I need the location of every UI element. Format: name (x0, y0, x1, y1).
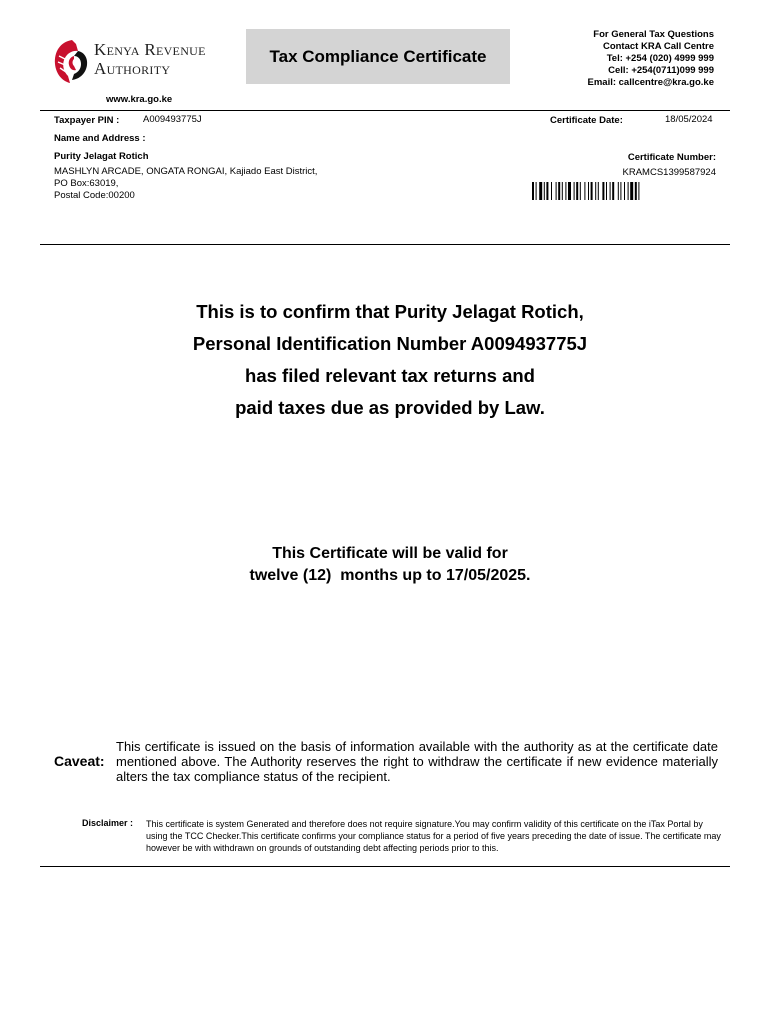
contact-line-call-centre: Contact KRA Call Centre (602, 41, 714, 52)
taxpayer-pin-label: Taxpayer PIN : (54, 115, 120, 126)
contact-line-tel: Tel: +254 (020) 4999 999 (606, 53, 714, 64)
disclaimer-label: Disclaimer : (82, 818, 134, 828)
caveat-text: This certificate is issued on the basis of information available with the authority as at the certificate date mentioned above. The Authority reserves the right to withdraw the certificate if new evidence materially alters the tax compliance status of the recipient. (116, 739, 718, 784)
contact-line-email[interactable]: Email: callcentre@kra.go.ke (587, 77, 714, 88)
certificate-date-value: 18/05/2024 (665, 114, 713, 125)
footer-divider (40, 866, 730, 867)
taxpayer-address-block (54, 151, 317, 202)
details-divider (40, 244, 730, 245)
contact-info (588, 29, 715, 89)
logo-text-line2: Authority (94, 59, 171, 78)
address-line-1: MASHLYN ARCADE, ONGATA RONGAI, Kajiado East District, (54, 166, 318, 177)
disclaimer-text: This certificate is system Generated and therefore does not require signature.You may confirm validity of this certificate on the iTax Portal by using the TCC Checker.This certificate confirms your compliance status for a period of five years preceding the date of issue. The certificate may however be with withdrawn on grounds of outstanding debt affecting periods prior to this. (146, 819, 721, 853)
validity-statement (60, 543, 720, 587)
address-line-3: Postal Code:00200 (54, 190, 135, 201)
header-divider (40, 110, 730, 111)
certificate-number-value: KRAMCS1399587924 (622, 167, 716, 178)
logo-text-line1: Kenya Revenue (94, 40, 206, 59)
certificate-date-label: Certificate Date: (550, 115, 623, 126)
taxpayer-name: Purity Jelagat Rotich (54, 151, 149, 162)
lion-emblem-icon (52, 38, 92, 84)
document-title: Tax Compliance Certificate (246, 29, 510, 84)
certificate-number-label: Certificate Number: (627, 152, 716, 163)
contact-line-cell: Cell: +254(0711)099 999 (608, 65, 714, 76)
confirmation-line-1: This is to confirm that Purity Jelagat Rotich, (196, 301, 584, 322)
website-link[interactable]: www.kra.go.ke (106, 94, 173, 105)
address-line-2: PO Box:63019, (54, 178, 119, 189)
confirmation-line-4: paid taxes due as provided by Law. (235, 397, 545, 418)
validity-line-2: twelve (12) months up to 17/05/2025. (249, 567, 531, 584)
taxpayer-pin-value: A009493775J (143, 114, 202, 125)
confirmation-line-3: has filed relevant tax returns and (245, 365, 535, 386)
confirmation-line-2: Personal Identification Number A009493775J (192, 333, 588, 354)
name-address-label: Name and Address : (54, 133, 146, 144)
kra-logo (52, 38, 242, 84)
confirmation-statement (60, 296, 720, 424)
caveat-label: Caveat: (54, 753, 105, 769)
validity-line-1: This Certificate will be valid for (272, 545, 508, 562)
contact-line-heading: For General Tax Questions (593, 29, 714, 40)
barcode-icon (532, 182, 712, 200)
